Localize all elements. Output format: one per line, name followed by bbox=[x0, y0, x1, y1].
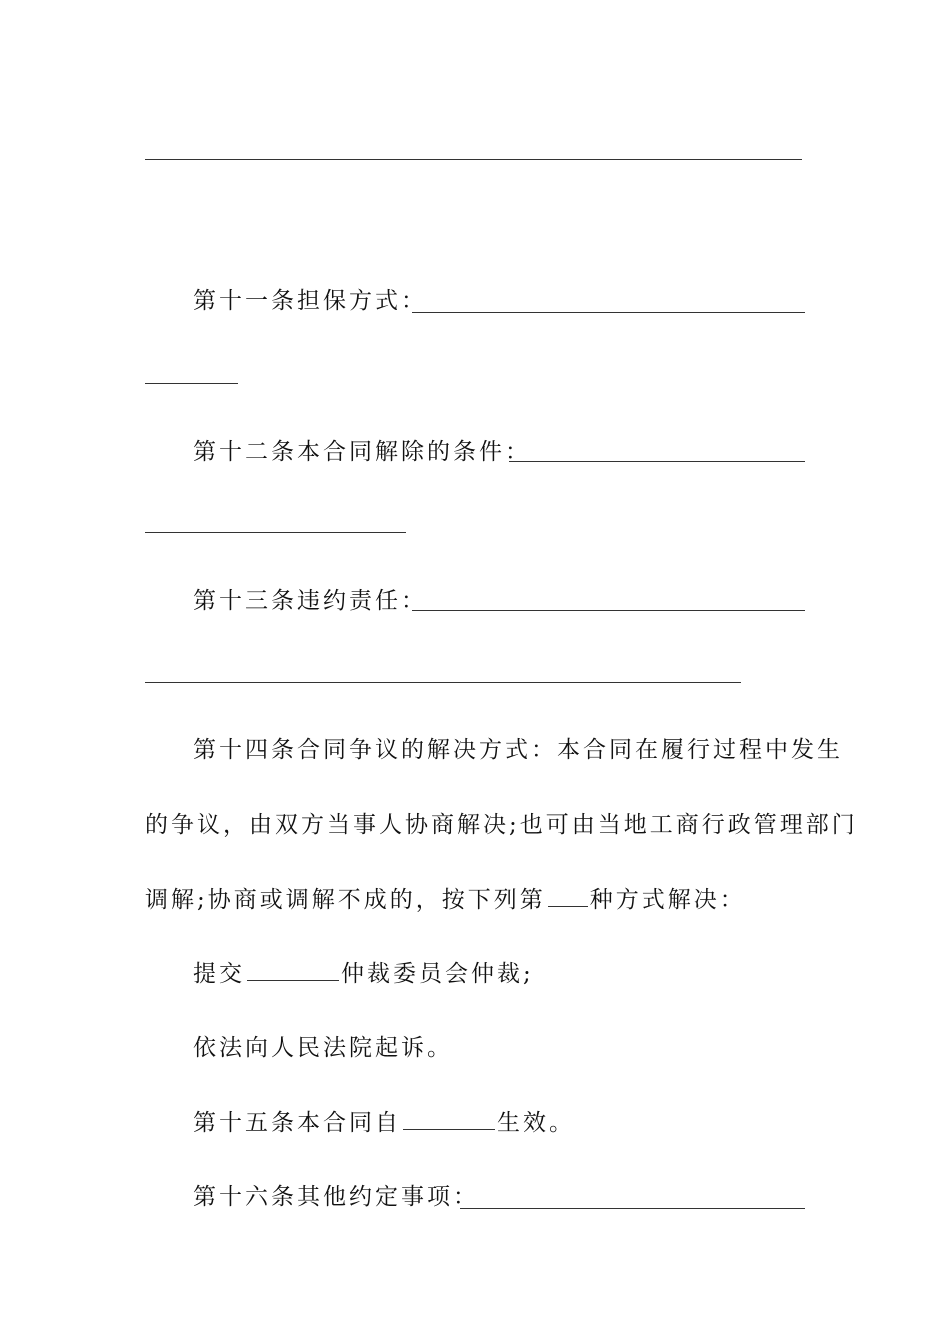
clause-11-blank bbox=[412, 312, 805, 313]
clause-15-before: 第十五条本合同自 bbox=[193, 1110, 401, 1136]
clause-14-line-3-after: 种方式解决： bbox=[589, 887, 746, 913]
clause-14-line-1: 第十四条合同争议的解决方式：本合同在履行过程中发生 bbox=[193, 737, 843, 763]
clause-14-choice-blank bbox=[548, 884, 588, 907]
clause-13-blank-continued bbox=[145, 682, 741, 683]
clause-13-blank bbox=[412, 610, 805, 611]
clause-14-option-1 bbox=[193, 958, 534, 989]
arbitration-committee-blank bbox=[247, 958, 339, 981]
blank-line-top bbox=[145, 159, 802, 160]
clause-13-label: 第十三条违约责任： bbox=[193, 588, 427, 614]
clause-12-blank-continued bbox=[145, 532, 406, 533]
clause-16-blank bbox=[460, 1208, 805, 1209]
clause-15-after: 生效。 bbox=[497, 1110, 575, 1136]
clause-16-label: 第十六条其他约定事项： bbox=[193, 1184, 479, 1210]
effective-date-blank bbox=[403, 1107, 495, 1130]
clause-14-line-3 bbox=[145, 884, 746, 915]
clause-15 bbox=[193, 1107, 575, 1138]
clause-11-blank-continued bbox=[145, 383, 238, 384]
option-1-after: 仲裁委员会仲裁; bbox=[341, 961, 534, 987]
option-1-before: 提交 bbox=[193, 961, 245, 987]
clause-12-label: 第十二条本合同解除的条件： bbox=[193, 439, 531, 465]
clause-11-label: 第十一条担保方式： bbox=[193, 288, 427, 314]
clause-14-line-3-before: 调解;协商或调解不成的，按下列第 bbox=[145, 887, 546, 913]
clause-12-blank bbox=[509, 461, 805, 462]
clause-14-line-2: 的争议，由双方当事人协商解决;也可由当地工商行政管理部门 bbox=[145, 812, 858, 838]
clause-14-option-2: 依法向人民法院起诉。 bbox=[193, 1035, 453, 1061]
